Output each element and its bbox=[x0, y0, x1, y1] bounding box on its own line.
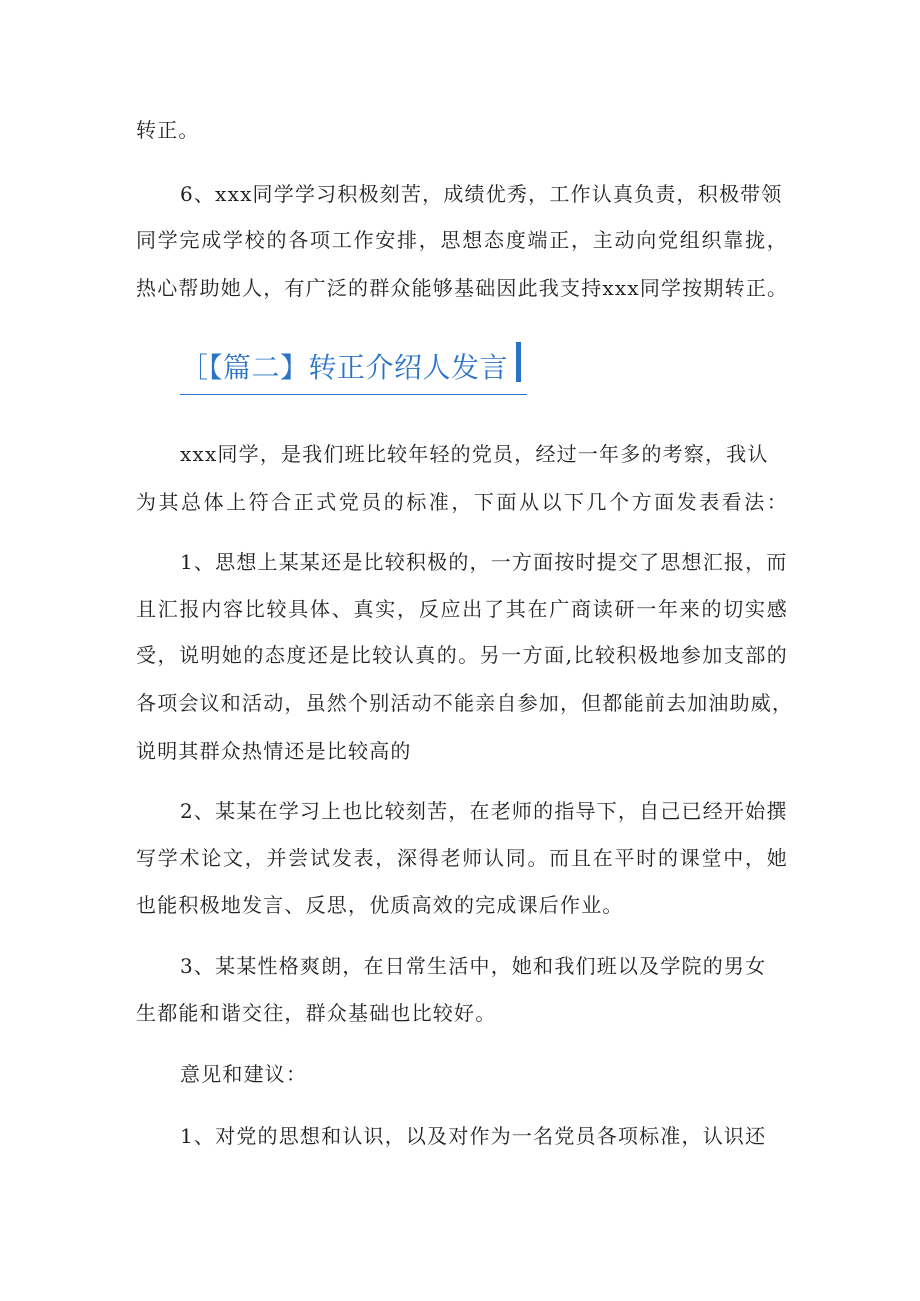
paragraph-line: 说明其群众热情还是比较高的 bbox=[136, 739, 412, 763]
paragraph-line: xxx同学，是我们班比较年轻的党员，经过一年多的考察，我认 bbox=[180, 442, 769, 466]
paragraph-line: 热心帮助她人，有广泛的群众能够基础因此我支持xxx同学按期转正。 bbox=[136, 276, 789, 300]
paragraph-line: 且汇报内容比较具体、真实，反应出了其在广商读研一年来的切实感 bbox=[136, 597, 788, 621]
section-heading-text: ［【篇二】转正介绍人发言 bbox=[180, 351, 509, 384]
paragraph-line: 6、xxx同学学习积极刻苦，成绩优秀，工作认真负责，积极带领 bbox=[180, 182, 783, 206]
paragraph-line: 1、对党的思想和认识，以及对作为一名党员各项标准，认识还 bbox=[180, 1124, 767, 1148]
section-heading bbox=[180, 348, 527, 395]
heading-cursor-bar bbox=[516, 342, 521, 382]
paragraph-line: 各项会议和活动，虽然个别活动不能亲自参加，但都能前去加油助威， bbox=[136, 691, 794, 715]
paragraph-line: 意见和建议： bbox=[180, 1062, 308, 1086]
paragraph-line: 转正。 bbox=[136, 118, 200, 142]
paragraph-line: 也能积极地发言、反思，优质高效的完成课后作业。 bbox=[136, 893, 624, 917]
paragraph-line: 同学完成学校的各项工作安排，思想态度端正，主动向党组织靠拢， bbox=[136, 228, 788, 252]
paragraph-line: 生都能和谐交往，群众基础也比较好。 bbox=[136, 1001, 497, 1025]
paragraph-line: 2、某某在学习上也比较刻苦，在老师的指导下，自己已经开始撰 bbox=[180, 799, 788, 823]
paragraph-line: 为其总体上符合正式党员的标准，下面从以下几个方面发表看法： bbox=[136, 490, 788, 514]
paragraph-line: 3、某某性格爽朗，在日常生活中，她和我们班以及学院的男女 bbox=[180, 954, 767, 978]
paragraph-line: 受，说明她的态度还是比较认真的。另一方面,比较积极地参加支部的 bbox=[136, 643, 788, 667]
paragraph-line: 1、思想上某某还是比较积极的，一方面按时提交了思想汇报，而 bbox=[180, 550, 788, 574]
paragraph-line: 写学术论文，并尝试发表，深得老师认同。而且在平时的课堂中，她 bbox=[136, 846, 788, 870]
